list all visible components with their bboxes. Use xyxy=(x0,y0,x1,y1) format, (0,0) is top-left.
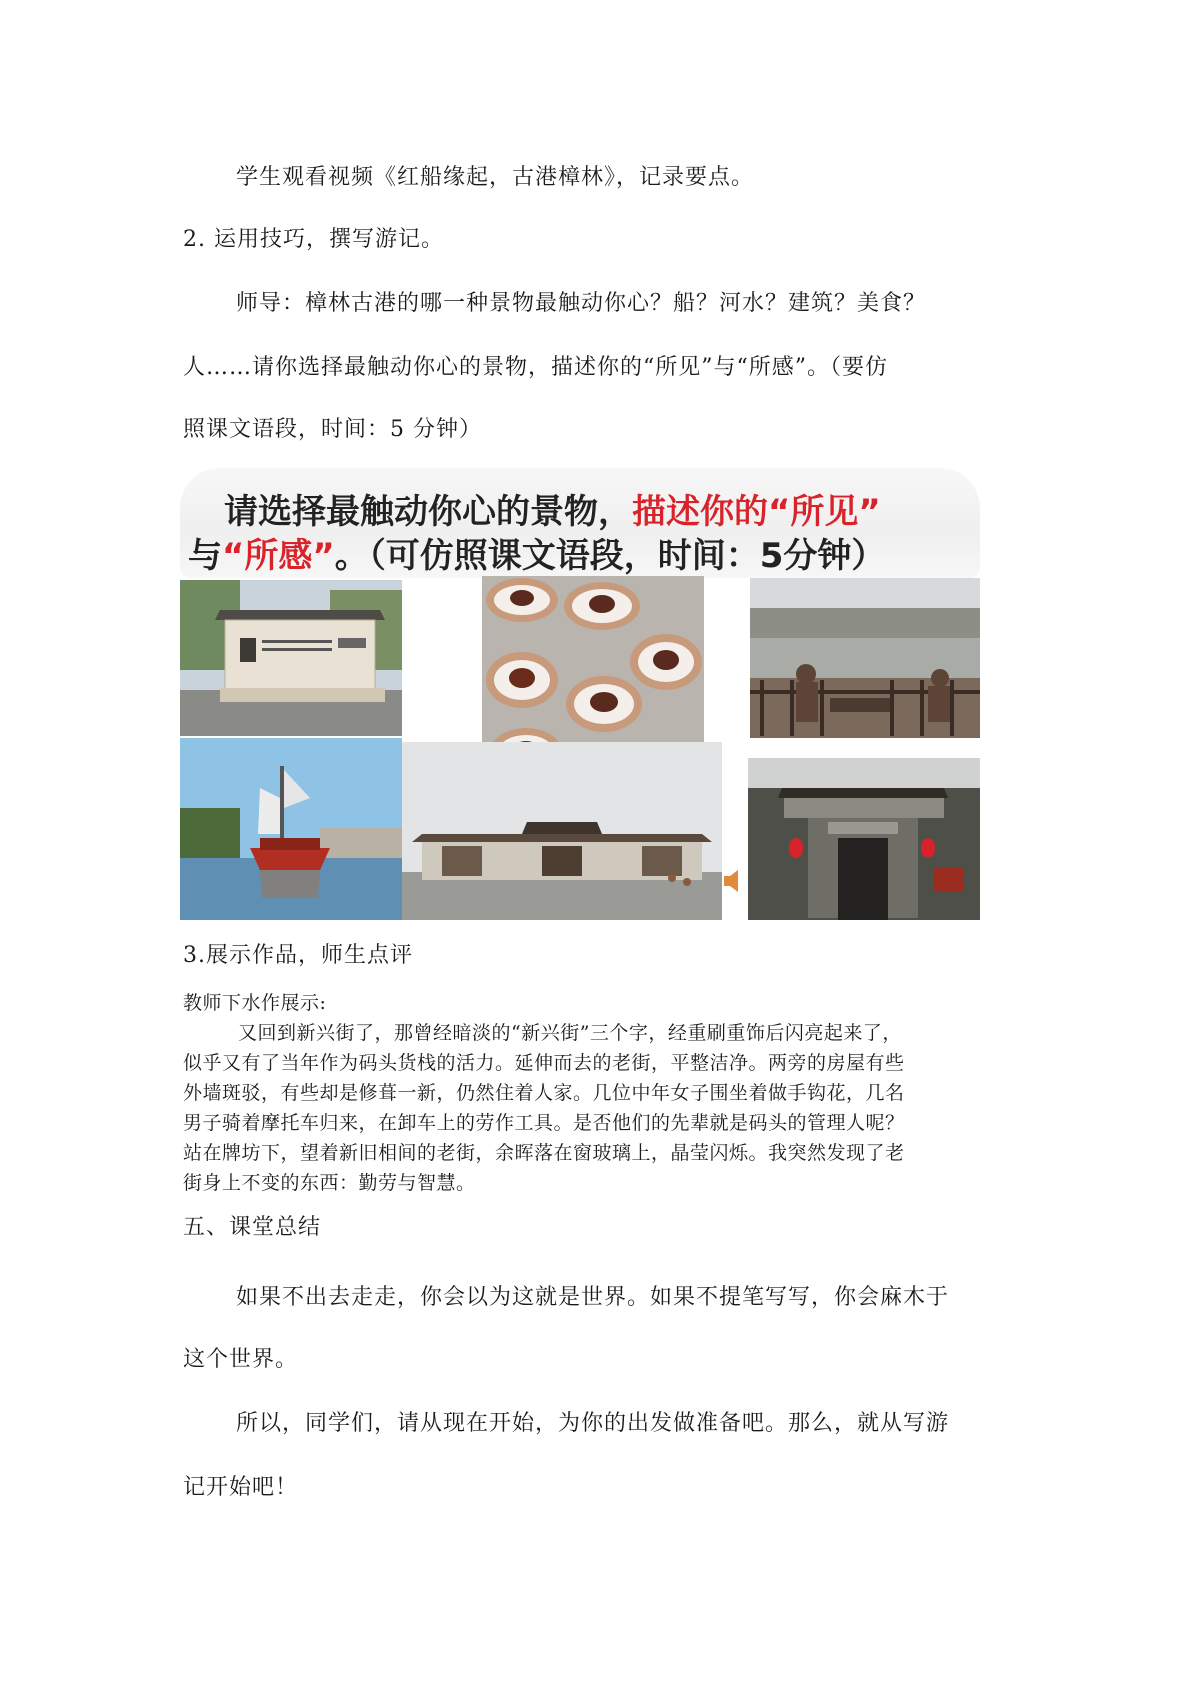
red-ship-photo xyxy=(180,738,402,920)
sample-label: 教师下水作展示: xyxy=(183,992,327,1014)
slide-title-part-1: 请选择最触动你心的景物， xyxy=(224,492,632,532)
sample-line-4: 男子骑着摩托车归来，在卸车上的劳作工具。是否他们的先辈就是码头的管理人呢？ xyxy=(183,1112,905,1134)
speaker-icon xyxy=(722,866,742,896)
stone-archway-photo xyxy=(748,758,980,920)
slide-title-part-5: 。（可仿照课文语段，时间：5分钟） xyxy=(334,536,886,576)
section-5-heading: 五、课堂总结 xyxy=(183,1215,322,1240)
slide-title-part-3: 与 xyxy=(188,536,222,576)
teacher-guide-line-1: 师导：樟林古港的哪一种景物最触动你心？船？河水？建筑？美食？ xyxy=(236,291,927,316)
slide-title-part-2: 描述你的“所见” xyxy=(632,492,881,532)
sample-line-3: 外墙斑驳，有些却是修葺一新，仍然住着人家。几位中年女子围坐着做手钩花，几名 xyxy=(183,1082,905,1104)
ancestral-hall-photo xyxy=(402,742,722,920)
bronze-statues-photo xyxy=(750,578,980,738)
paragraph-video-task: 学生观看视频《红船缘起，古港樟林》，记录要点。 xyxy=(236,165,755,190)
lesson-slide-image xyxy=(180,468,980,920)
step-2-heading: 2. 运用技巧，撰写游记。 xyxy=(183,227,444,252)
teacher-guide-line-3: 照课文语段，时间：5 分钟） xyxy=(183,417,482,442)
summary-line-3: 所以，同学们，请从现在开始，为你的出发做准备吧。那么，就从写游 xyxy=(236,1411,950,1436)
summary-line-1: 如果不出去走走，你会以为这就是世界。如果不提笔写写，你会麻木于 xyxy=(236,1285,950,1310)
slide-banner xyxy=(180,468,980,578)
sample-line-2: 似乎又有了当年作为码头货栈的活力。延伸而去的老街，平整洁净。两旁的房屋有些 xyxy=(183,1052,905,1074)
step-3-heading: 3.展示作品，师生点评 xyxy=(183,943,413,968)
sample-line-6: 街身上不变的东西：勤劳与智慧。 xyxy=(183,1172,476,1194)
memorial-wall-photo xyxy=(180,580,402,736)
sample-line-1: 又回到新兴街了，那曾经暗淡的“新兴街”三个字，经重刷重饰后闪亮起来了， xyxy=(238,1022,902,1044)
summary-line-4: 记开始吧！ xyxy=(183,1475,299,1500)
sample-line-5: 站在牌坊下，望着新旧相间的老街，余晖落在窗玻璃上，晶莹闪烁。我突然发现了老 xyxy=(183,1142,905,1164)
summary-line-2: 这个世界。 xyxy=(183,1347,299,1372)
slide-title-part-4: “所感” xyxy=(222,536,335,576)
teacher-guide-line-2: 人……请你选择最触动你心的景物，描述你的“所见”与“所感”。（要仿 xyxy=(183,355,888,380)
